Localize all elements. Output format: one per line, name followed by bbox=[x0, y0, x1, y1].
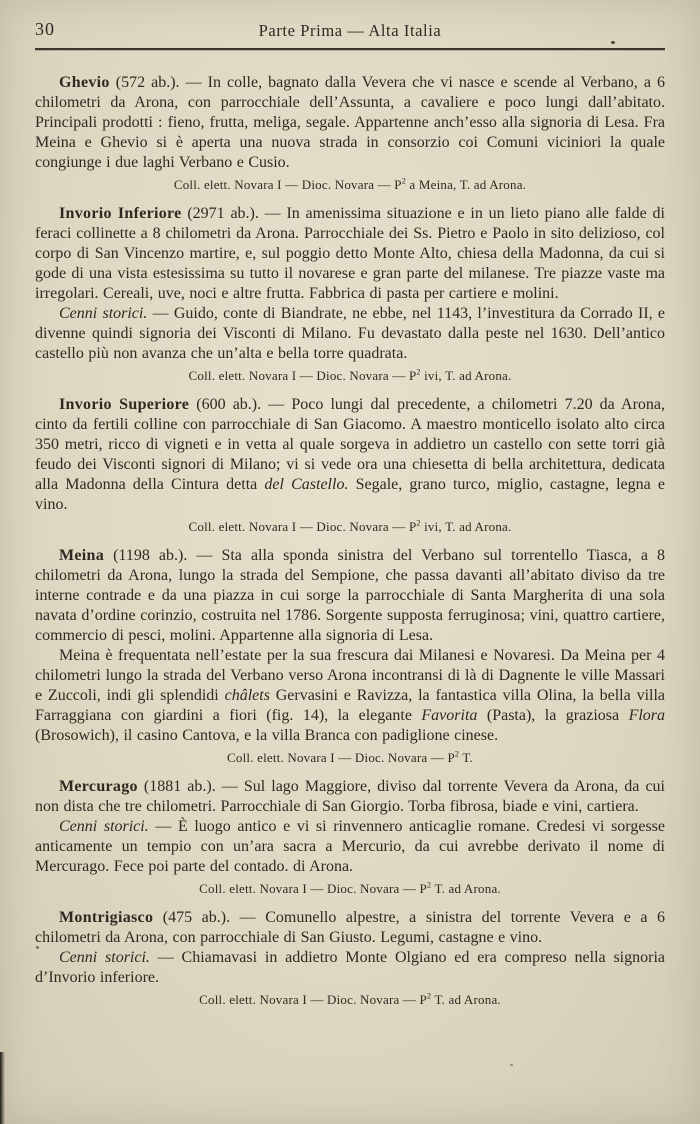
entry-paragraph: Invorio Inferiore (2971 ab.). — In amenissima situazione e in un lieto piano alle falde di feraci collinette a 8 chilometri da Arona. Parrocchiale dei Ss. Pietro e Paolo in sito delizioso, col corpo di San Vincenzo martire, e, sul poggio detto Monte Alto, chiesa della Madonna, da cui si gode di una vista estesissima su tutto il novarese e gran parte del milanese. Tre piazze vaste ma irregolari. Cereali, uve, noci e altre frutta. Fabbrica di pasta per cartiere e molini. bbox=[35, 205, 665, 302]
entry-montrigiasco bbox=[35, 908, 665, 1008]
scan-edge-shadow bbox=[0, 1052, 5, 1124]
entry-paragraph-2: Meina è frequentata nell’estate per la sua frescura dai Milanesi e Novaresi. Da Meina per 4 chilometri lungo la strada del Verbano verso Arona incontransi di là di Dagnente le ville Massari e Zuccoli, indi gli splendidi châlets Gervasini e Ravizza, la fantastica villa Olina, la bella villa Farraggiana con giardini a fiori (fig. 14), la elegante Favorita (Pasta), la graziosa Flora (Brosowich), il casino Cantova, e la villa Branca con padiglione cinese. bbox=[35, 647, 666, 744]
entry-colophon: Coll. elett. Novara I — Dioc. Novara — $P^2$ ivi, T. ad Arona. bbox=[188, 367, 512, 383]
entry-colophon: Coll. elett. Novara I — Dioc. Novara — $P^2$ T. ad Arona. bbox=[199, 991, 501, 1007]
entry-ghevio bbox=[35, 73, 665, 193]
history-paragraph: Cenni storici. — È luogo antico e vi si rinvennero anticaglie romane. Credesi vi sorgesse anticamente un tempio con un’ara sacra a Mercurio, da cui avrebbe derivato il nome di Mercurago. Fece poi parte del contado. di Arona. bbox=[35, 818, 665, 875]
entry-colophon: Coll. elett. Novara I — Dioc. Novara — $P^2$ ivi, T. ad Arona. bbox=[188, 518, 512, 534]
history-paragraph: Cenni storici. — Guido, conte di Biandrate, ne ebbe, nel 1143, l’investitura da Corrado II, e divenne quindi signoria dei Visconti di Milano. Fu devastato dalla peste nel 1630. Dell’antico castello più non avanza che un’alta e bella torre quadrata. bbox=[35, 305, 665, 362]
entry-invorio-superiore bbox=[35, 395, 665, 535]
entry-paragraph: Invorio Superiore (600 ab.). — Poco lungi dal precedente, a chilometri 7.20 da Arona, cinto da fertili colline con parrocchiale di San Giacomo. A maestro monticello isolato alto circa 350 metri, ricco di vigneti e in vetta al quale sorgeva in addietro un castello con sette torri già feudo dei Visconti signori di Milano; vi si vede ora una chiesetta di bella architettura, dedicata alla Madonna della Cintura detta del Castello. Segale, grano turco, miglio, castagne, legna e vino. bbox=[35, 396, 666, 513]
entry-invorio-inferiore bbox=[35, 204, 665, 384]
entry-colophon: Coll. elett. Novara I — Dioc. Novara — $P^2$ a Meina, T. ad Arona. bbox=[173, 176, 527, 192]
ink-speck bbox=[510, 1064, 513, 1066]
page-number: 30 bbox=[35, 19, 55, 39]
ink-speck bbox=[611, 41, 615, 44]
entry-colophon: Coll. elett. Novara I — Dioc. Novara — $P^2$ T. bbox=[227, 749, 473, 765]
running-title: Parte Prima — Alta Italia bbox=[258, 21, 442, 40]
history-paragraph: Cenni storici. — Chiamavasi in addietro Monte Olgiano ed era compreso nella signoria d’Invorio inferiore. bbox=[35, 949, 666, 986]
page-content bbox=[35, 73, 665, 1008]
page-header bbox=[35, 18, 665, 48]
entry-paragraph: Meina (1198 ab.). — Sta alla sponda sinistra del Verbano sul torrentello Tiasca, a 8 chilometri da Arona, lungo la strada del Sempione, che passa davanti all’abitato diviso da tre interne contrade e da una piazza in cui sorge la parrocchiale di Santa Margherita di una sola navata d’ordine corinzio, costruita nel 1786. Sorgente supposta ferruginosa; vini, quattro cartiere, commercio di pesci, molini. Appartenne alla signoria di Lesa. bbox=[35, 547, 665, 644]
ink-speck bbox=[36, 946, 39, 949]
entry-meina bbox=[35, 546, 665, 766]
entry-colophon: Coll. elett. Novara I — Dioc. Novara — $P^2$ T. ad Arona. bbox=[199, 880, 501, 896]
header-rule bbox=[35, 48, 665, 50]
entry-paragraph: Ghevio (572 ab.). — In colle, bagnato dalla Vevera che vi nasce e scende al Verbano, a 6 chilometri da Arona, con parrocchiale dell’Assunta, a cavaliere e poco lungi dall’abitato. Principali prodotti : fieno, frutta, meliga, segale. Appartenne anch’esso alla signoria di Lesa. Fra Meina e Ghevio si è aperta una nuova strada in consorzio coi Comuni viciniori la quale congiunge i due laghi Verbano e Cusio. bbox=[35, 74, 665, 171]
entry-paragraph: Montrigiasco (475 ab.). — Comunello alpestre, a sinistra del torrente Vevera e a 6 chilometri da Arona, con parrocchiale di San Giusto. Legumi, castagne e vino. bbox=[35, 909, 665, 946]
entry-paragraph: Mercurago (1881 ab.). — Sul lago Maggiore, diviso dal torrente Vevera da Arona, da cui non dista che tre chilometri. Parrocchiale di San Giorgio. Torba fibrosa, biade e vini, cartiera. bbox=[35, 778, 665, 815]
entry-mercurago bbox=[35, 777, 665, 897]
